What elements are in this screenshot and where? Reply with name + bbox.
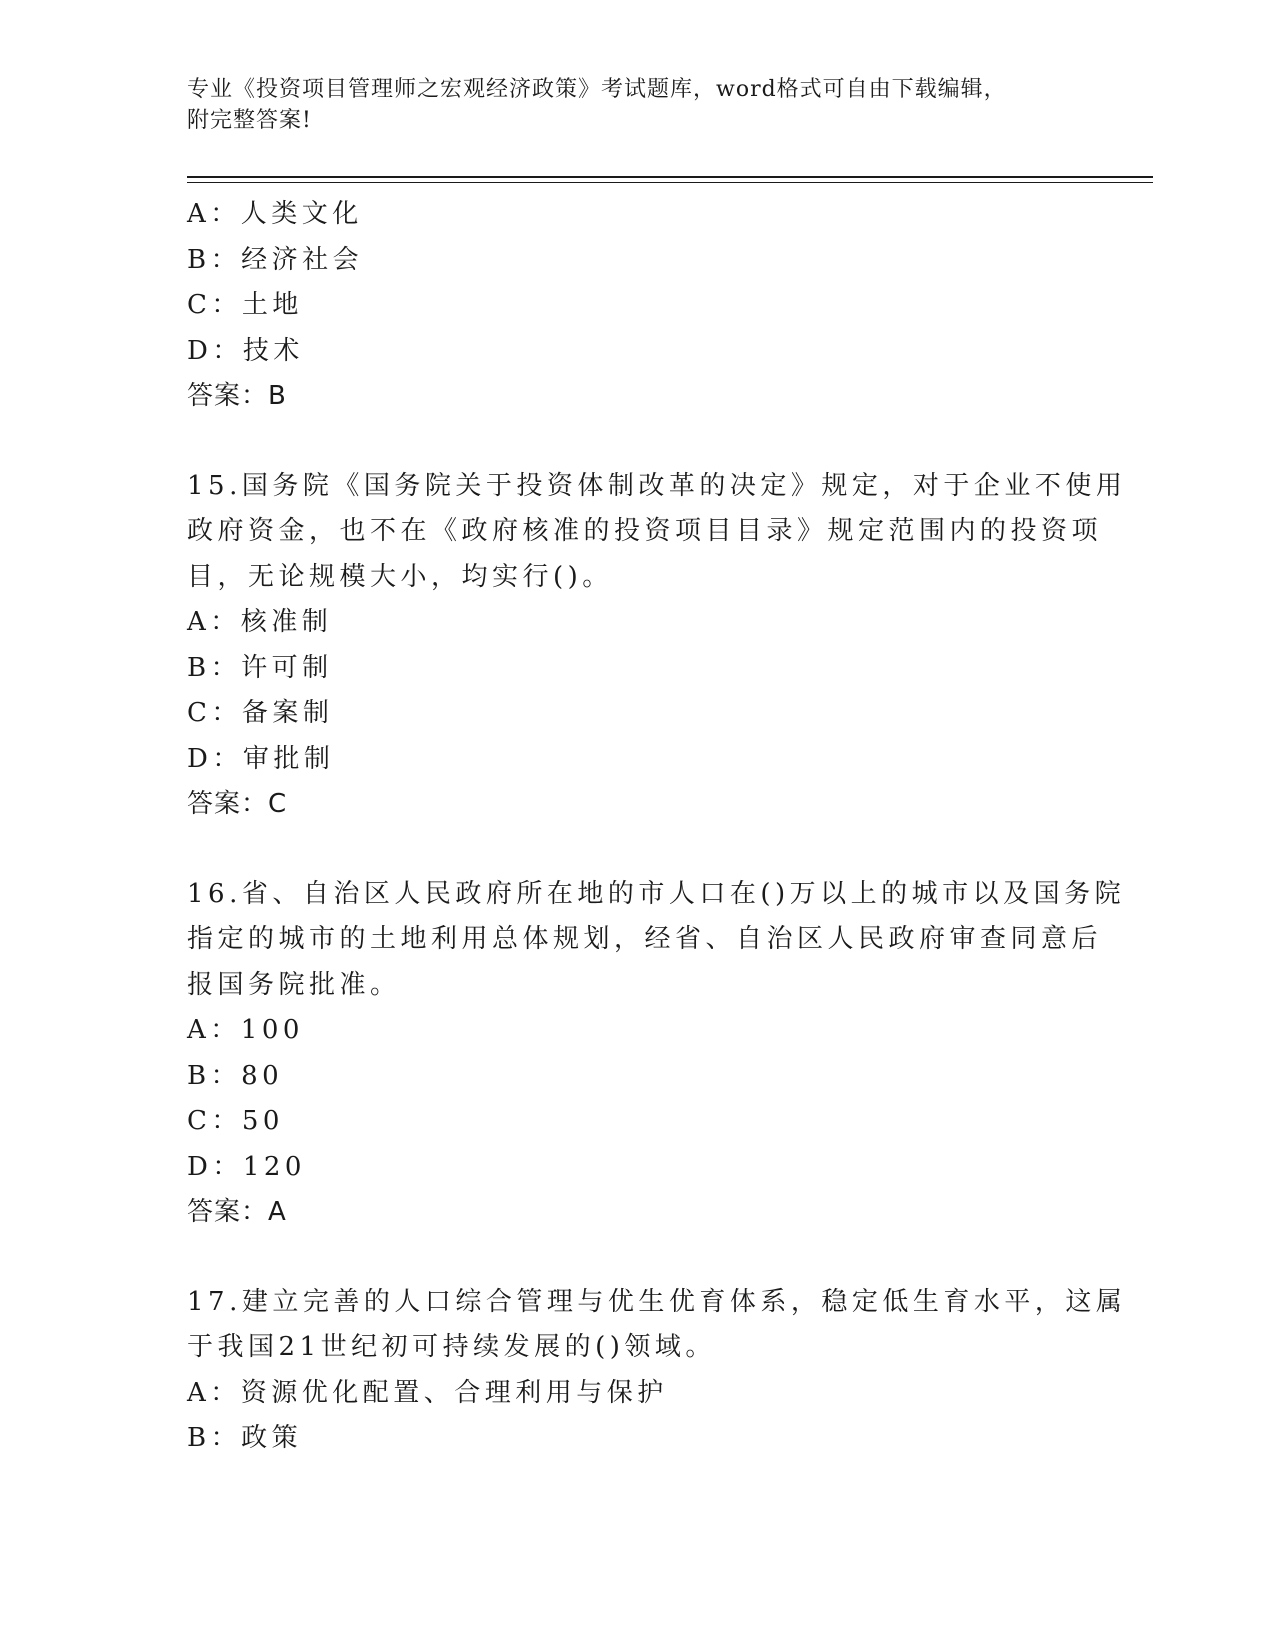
header-divider-top (187, 176, 1153, 178)
option-a: A：人类文化 (187, 199, 363, 229)
option-a: A：100 (187, 1015, 304, 1045)
question-16 (187, 872, 1126, 1236)
option-d: D：120 (187, 1151, 306, 1182)
option-a: A：资源优化配置、合理利用与保护 (187, 1377, 668, 1408)
answer-line: 答案：A (187, 1197, 287, 1227)
option-b: B：经济社会 (187, 244, 364, 275)
answer-line: 答案：B (187, 381, 287, 411)
document-header (187, 74, 1067, 136)
question-list (187, 192, 1127, 1462)
stem-line: 16.省、自治区人民政府所在地的市人口在()万以上的城市以及国务院 (187, 878, 1126, 909)
stem-line: 报国务院批准。 (187, 969, 401, 1000)
header-line-2: 附完整答案! (187, 108, 312, 133)
question-spacer (187, 1236, 1087, 1280)
option-d: D：技术 (187, 335, 304, 366)
stem-line: 15.国务院《国务院关于投资体制改革的决定》规定，对于企业不使用 (187, 470, 1127, 501)
stem-line: 目，无论规模大小，均实行()。 (187, 561, 613, 592)
option-a: A：核准制 (187, 607, 333, 637)
header-divider-bottom (187, 182, 1153, 183)
stem-line: 于我国21世纪初可持续发展的()领域。 (187, 1332, 716, 1362)
header-line-1: 专业《投资项目管理师之宏观经济政策》考试题库，word格式可自由下载编辑， (187, 77, 1007, 102)
question-spacer (187, 828, 1087, 872)
option-c: C：土地 (187, 290, 303, 320)
answer-line: 答案：C (187, 789, 288, 819)
option-c: C：备案制 (187, 698, 334, 728)
question-stem (187, 464, 1127, 601)
option-c: C：50 (187, 1106, 284, 1136)
question-stem (187, 1280, 1127, 1371)
option-b: B：80 (187, 1060, 284, 1091)
option-b: B：许可制 (187, 652, 333, 683)
stem-line: 政府资金，也不在《政府核准的投资项目目录》规定范围内的投资项 (187, 516, 1103, 546)
question-15 (187, 464, 1127, 828)
option-b: B：政策 (187, 1423, 303, 1453)
question-spacer (187, 420, 1087, 464)
stem-line: 17.建立完善的人口综合管理与优生优育体系，稳定低生育水平，这属 (187, 1286, 1127, 1317)
stem-line: 指定的城市的土地利用总体规划，经省、自治区人民政府审查同意后 (187, 924, 1103, 954)
question-stem (187, 872, 1126, 1009)
question-14 (187, 192, 1087, 420)
option-d: D：审批制 (187, 743, 335, 774)
question-17 (187, 1280, 1127, 1462)
